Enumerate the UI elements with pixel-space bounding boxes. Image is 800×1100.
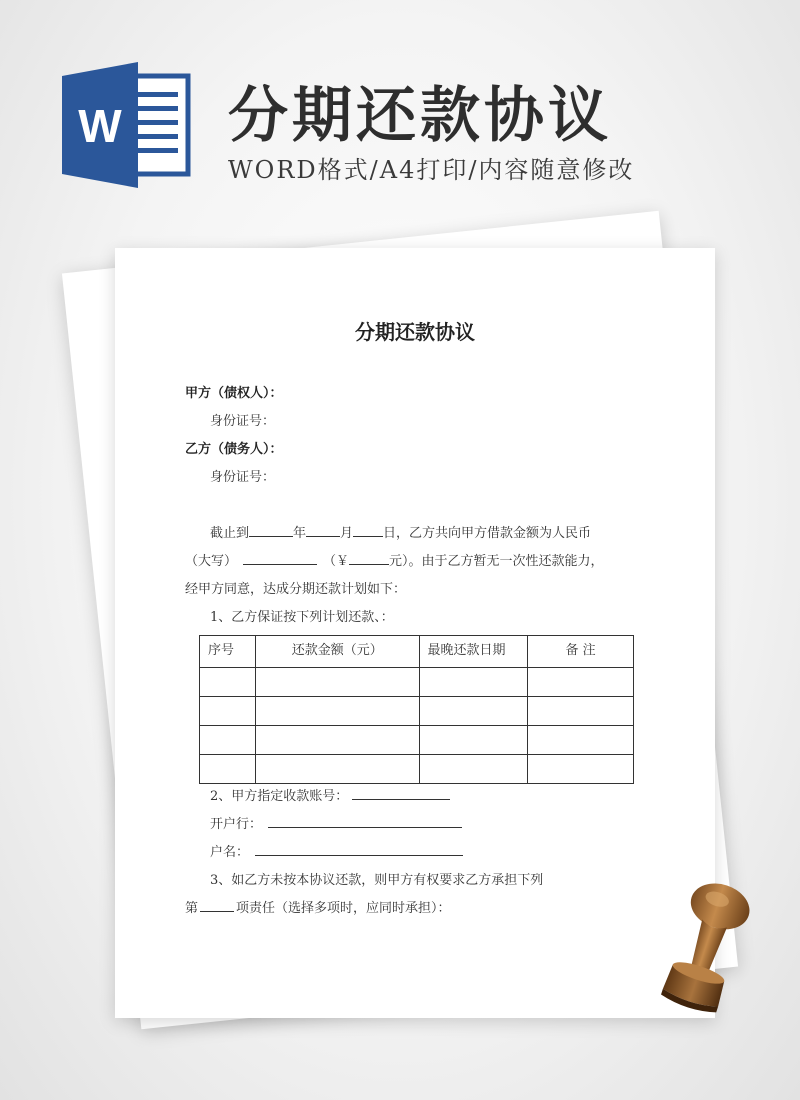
table-cell <box>528 755 634 784</box>
table-cell <box>255 668 419 697</box>
intro-yuan-open: （￥ <box>323 554 350 569</box>
table-cell <box>528 697 634 726</box>
clause-3b-prefix: 第 <box>185 901 199 916</box>
clause-3b-suffix: 项责任（选择多项时，应同时承担）： <box>236 901 451 916</box>
clause-2-text: 2、甲方指定收款账号： <box>210 789 349 804</box>
table-cell <box>528 726 634 755</box>
banner-subtitle: WORD格式/A4打印/内容随意修改 <box>228 156 635 184</box>
intro-prefix: 截止到 <box>210 526 250 541</box>
intro-upper-open: （大写） <box>185 554 238 569</box>
intro-month: 月 <box>340 526 354 541</box>
word-logo-icon <box>62 62 192 188</box>
intro-line-2 <box>185 550 604 569</box>
table-cell <box>419 668 528 697</box>
table-cell <box>528 668 634 697</box>
table-cell <box>255 755 419 784</box>
wooden-stamp-icon <box>648 878 763 1028</box>
word-logo-letter: W <box>78 100 122 152</box>
table-cell <box>200 726 256 755</box>
day-blank <box>353 523 383 537</box>
table-row <box>200 755 634 784</box>
banner-title: 分期还款协议 <box>228 81 612 151</box>
document-page <box>115 248 715 1018</box>
repayment-plan-table <box>199 635 634 784</box>
table-row <box>200 668 634 697</box>
header-remark: 备 注 <box>528 636 634 668</box>
year-blank <box>249 523 293 537</box>
table-cell <box>200 755 256 784</box>
table-cell <box>255 726 419 755</box>
intro-year: 年 <box>293 526 307 541</box>
intro-line-1 <box>210 522 591 541</box>
document-title: 分期还款协议 <box>355 320 475 344</box>
table-row <box>200 726 634 755</box>
intro-day-text: 日，乙方共向甲方借款金额为人民币 <box>383 526 592 541</box>
party-a-label: 甲方（债权人）： <box>185 386 283 401</box>
table-cell <box>419 755 528 784</box>
account-number-blank <box>352 786 450 800</box>
liability-item-blank <box>200 898 234 912</box>
clause-3: 3、如乙方未按本协议还款，则甲方有权要求乙方承担下列 <box>210 873 544 888</box>
table-cell <box>200 668 256 697</box>
table-row <box>200 697 634 726</box>
month-blank <box>306 523 340 537</box>
party-a-id-label: 身份证号： <box>210 414 276 429</box>
party-b-label: 乙方（债务人）： <box>185 442 283 457</box>
account-name-label: 户名： <box>210 845 250 860</box>
amount-upper-blank <box>243 551 317 565</box>
table-cell <box>200 697 256 726</box>
table-cell <box>419 726 528 755</box>
account-name-line <box>210 841 463 860</box>
table-header-row <box>200 636 634 668</box>
bank-blank <box>268 814 462 828</box>
bank-line <box>210 813 462 832</box>
table-cell <box>255 697 419 726</box>
party-b-id-label: 身份证号： <box>210 470 276 485</box>
header-amount: 还款金额（元） <box>255 636 419 668</box>
clause-1: 1、乙方保证按下列计划还款、： <box>210 610 394 625</box>
account-name-blank <box>255 842 463 856</box>
amount-yuan-blank <box>349 551 389 565</box>
header-latest-date: 最晚还款日期 <box>419 636 528 668</box>
header-serial: 序号 <box>200 636 256 668</box>
table-cell <box>419 697 528 726</box>
clause-3-continued <box>185 897 451 916</box>
intro-yuan-close: 元）。由于乙方暂无一次性还款能力， <box>389 554 604 569</box>
bank-label: 开户行： <box>210 817 263 832</box>
intro-line-3: 经甲方同意，达成分期还款计划如下： <box>185 582 407 597</box>
clause-2 <box>210 785 450 804</box>
